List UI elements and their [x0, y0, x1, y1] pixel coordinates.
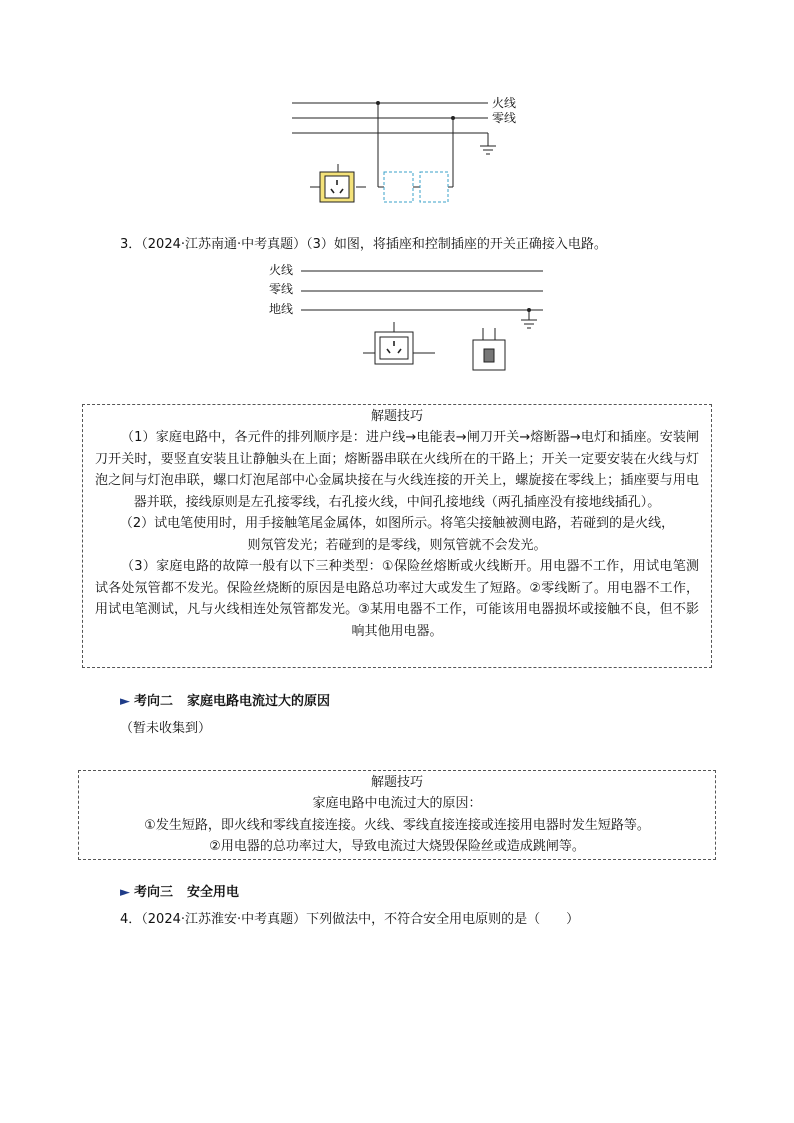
dashed-component-box: [420, 172, 448, 202]
three-hole-socket-icon: [320, 172, 354, 202]
section-marker-icon: ►: [120, 885, 130, 900]
junction-dot: [376, 101, 380, 105]
question-4-text: 4．（2024·江苏淮安·中考真题）下列做法中，不符合安全用电原则的是（ ）: [120, 912, 580, 927]
tips-box-1: [82, 404, 712, 668]
tips-paragraph-1: （1）家庭电路中，各元件的排列顺序是：进户线→电能表→闸刀开关→熔断器→电灯和插座。安装闸刀开关时，要竖直安装且让静触头在上面；熔断器串联在火线所在的干路上；开关一定要安装在火线与灯泡之间与灯泡串联，螺口灯泡尾部中心金属块接在与火线连接的开关上，螺旋接在零线上；插座要与用电器并联，接线原则是左孔接零线，右孔接火线，中间孔接地线（两孔插座没有接地线插孔）。: [95, 430, 699, 510]
tips-body: [95, 427, 699, 642]
three-hole-socket-icon: [375, 332, 413, 364]
tips-line-1: 家庭电路中电流过大的原因：: [312, 796, 482, 811]
tips-paragraph-3: （3）家庭电路的故障一般有以下三种类型：①保险丝熔断或火线断开。用电器不工作，用试电笔测试各处氖管都不发光。保险丝烧断的原因是电路总功率过大或发生了短路。②零线断了。用电器不工作，用试电笔测试，凡与火线相连处氖管都发光。③某用电器不工作，可能该用电器损坏或接触不良，但不影响其他用电器。: [95, 559, 699, 639]
wiring-diagram-2: [265, 260, 555, 375]
live-wire-label: 火线: [269, 263, 294, 277]
tips-body: [89, 793, 705, 858]
dashed-component-box: [384, 172, 413, 202]
section-heading-2: [120, 693, 330, 711]
wiring-diagram-1: [280, 90, 540, 210]
tips-line-2: ①发生短路，即火线和零线直接连接。火线、零线直接连接或连接用电器时发生短路等。: [144, 817, 650, 833]
question-3-text: 3．（2024·江苏南通·中考真题）（3）如图，将插座和控制插座的开关正确接入电路。: [120, 237, 607, 252]
neutral-wire-label: 零线: [269, 282, 294, 296]
neutral-wire-label: 零线: [492, 111, 517, 125]
junction-dot: [527, 308, 531, 312]
section-title: 家庭电路电流过大的原因: [187, 694, 331, 709]
section-2-note: （暂未收集到）: [120, 721, 212, 736]
switch-icon: [473, 340, 505, 370]
section-heading-3: [120, 884, 239, 902]
ground-wire-label: 地线: [269, 302, 294, 316]
diagram2-svg: [265, 260, 555, 375]
tips-title: 解题技巧: [370, 409, 423, 424]
tips-line-3: ②用电器的总功率过大，导致电流过大烧毁保险丝或造成跳闸等。: [209, 839, 585, 854]
live-wire-label: 火线: [492, 96, 517, 110]
tips-paragraph-2: （2）试电笔使用时，用手接触笔尾金属体，如图所示。将笔尖接触被测电路，若碰到的是火线，则氖管发光；若碰到的是零线，则氖管就不会发光。: [119, 516, 675, 553]
tips-box-2: [78, 770, 716, 860]
section-label: 考向三: [134, 885, 174, 900]
section-marker-icon: ►: [120, 694, 130, 709]
section-label: 考向二: [134, 694, 174, 709]
junction-dot: [451, 116, 455, 120]
section-title: 安全用电: [187, 885, 240, 900]
tips-title: 解题技巧: [370, 775, 423, 790]
